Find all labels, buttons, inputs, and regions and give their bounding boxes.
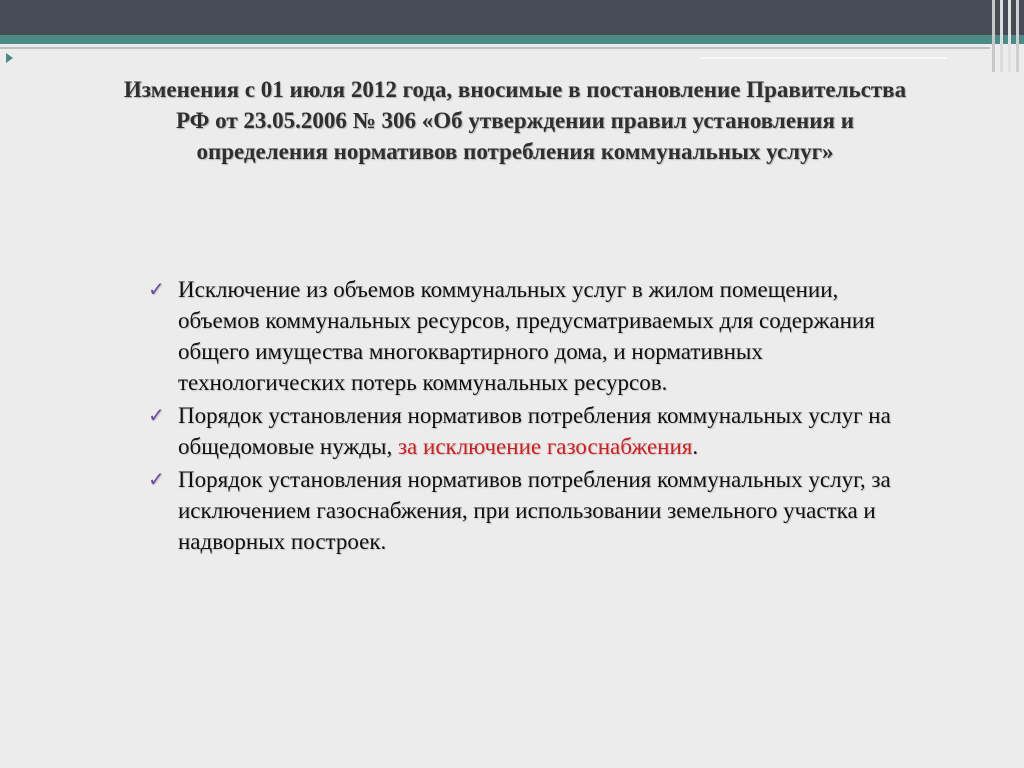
bullet-text: Порядок установления нормативов потребления коммунальных услуг, за исключением газоснабжения, при использовании земельного участка и надворных построек.: [178, 467, 891, 554]
bullet-item: [148, 400, 908, 462]
checkmark-icon: ✓: [148, 277, 165, 301]
bullet-text: Исключение из объемов коммунальных услуг в жилом помещении, объемов коммунальных ресурсов, предусматриваемых для содержания общего имущества многоквартирного дома, и нормативных технологических потерь коммунальных ресурсов.: [178, 277, 875, 395]
divider-line: [0, 47, 990, 49]
bullet-text: Порядок установления нормативов потребления коммунальных услуг на общедомовые нужды,: [178, 403, 891, 459]
slide-title: Изменения с 01 июля 2012 года, вносимые в постановление Правительства РФ от 23.05.2006 № 306 «Об утверждении правил установления и определения нормативов потребления коммунальных услуг»: [123, 77, 907, 164]
bullet-item: [148, 464, 908, 557]
triangle-arrow-icon: [6, 53, 13, 63]
short-divider-line: [700, 57, 947, 59]
highlighted-text: за исключение газоснабжения: [397, 434, 693, 459]
bullet-list: [148, 274, 908, 559]
corner-decoration: [992, 0, 1024, 72]
checkmark-icon: ✓: [148, 467, 165, 491]
header-bar: [0, 0, 1024, 35]
accent-stripe: [0, 35, 1024, 44]
bullet-text-end: .: [692, 434, 699, 459]
bullet-item: [148, 274, 908, 398]
checkmark-icon: ✓: [148, 403, 165, 427]
